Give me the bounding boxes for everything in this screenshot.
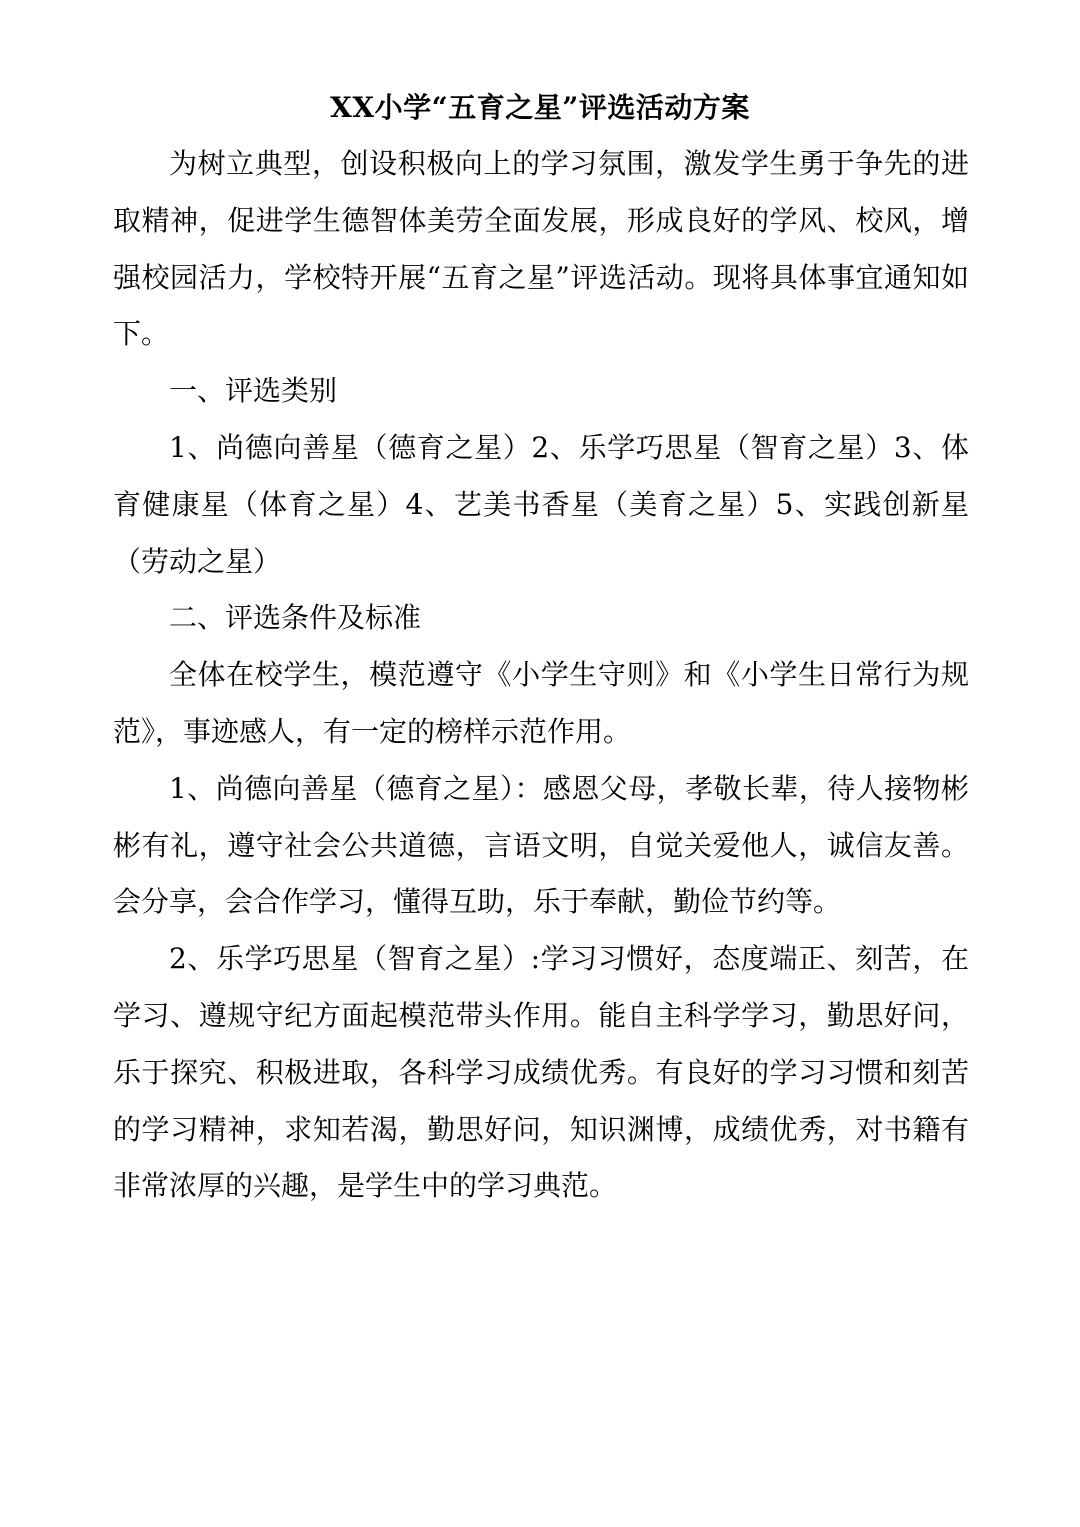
document-body — [113, 136, 969, 1215]
heading-criteria: 二、评选条件及标准 — [169, 601, 422, 635]
paragraph-intro: 为树立典型，创设积极向上的学习氛围，激发学生勇于争先的进取精神，促进学生德智体美劳全面发展，形成良好的学风、校风，增强校园活力，学校特开展“五育之星”评选活动。现将具体事宜通知如下。 — [113, 147, 969, 351]
paragraph-category-list: 1、尚德向善星（德育之星）2、乐学巧思星（智育之星）3、体育健康星（体育之星）4、艺美书香星（美育之星）5、实践创新星（劳动之星） — [113, 430, 969, 578]
document-title: XX小学“五育之星”评选活动方案 — [330, 91, 750, 124]
paragraph-study-star: 2、乐学巧思星（智育之星）:学习习惯好，态度端正、刻苦，在学习、遵规守纪方面起模范带头作用。能自主科学学习，勤思好问，乐于探究、积极进取，各科学习成绩优秀。有良好的学习习惯和刻苦的学习精神，求知若渴，勤思好问，知识渊博，成绩优秀，对书籍有非常浓厚的兴趣，是学生中的学习典范。 — [113, 942, 969, 1203]
paragraph-moral-star: 1、尚德向善星（德育之星）：感恩父母，孝敬长辈，待人接物彬彬有礼，遵守社会公共道德，言语文明，自觉关爱他人，诚信友善。会分享，会合作学习，懂得互助，乐于奉献，勤俭节约等。 — [113, 771, 969, 919]
heading-categories: 一、评选类别 — [169, 374, 338, 408]
paragraph-eligibility: 全体在校学生，模范遵守《小学生守则》和《小学生日常行为规范》，事迹感人，有一定的榜样示范作用。 — [113, 658, 969, 748]
